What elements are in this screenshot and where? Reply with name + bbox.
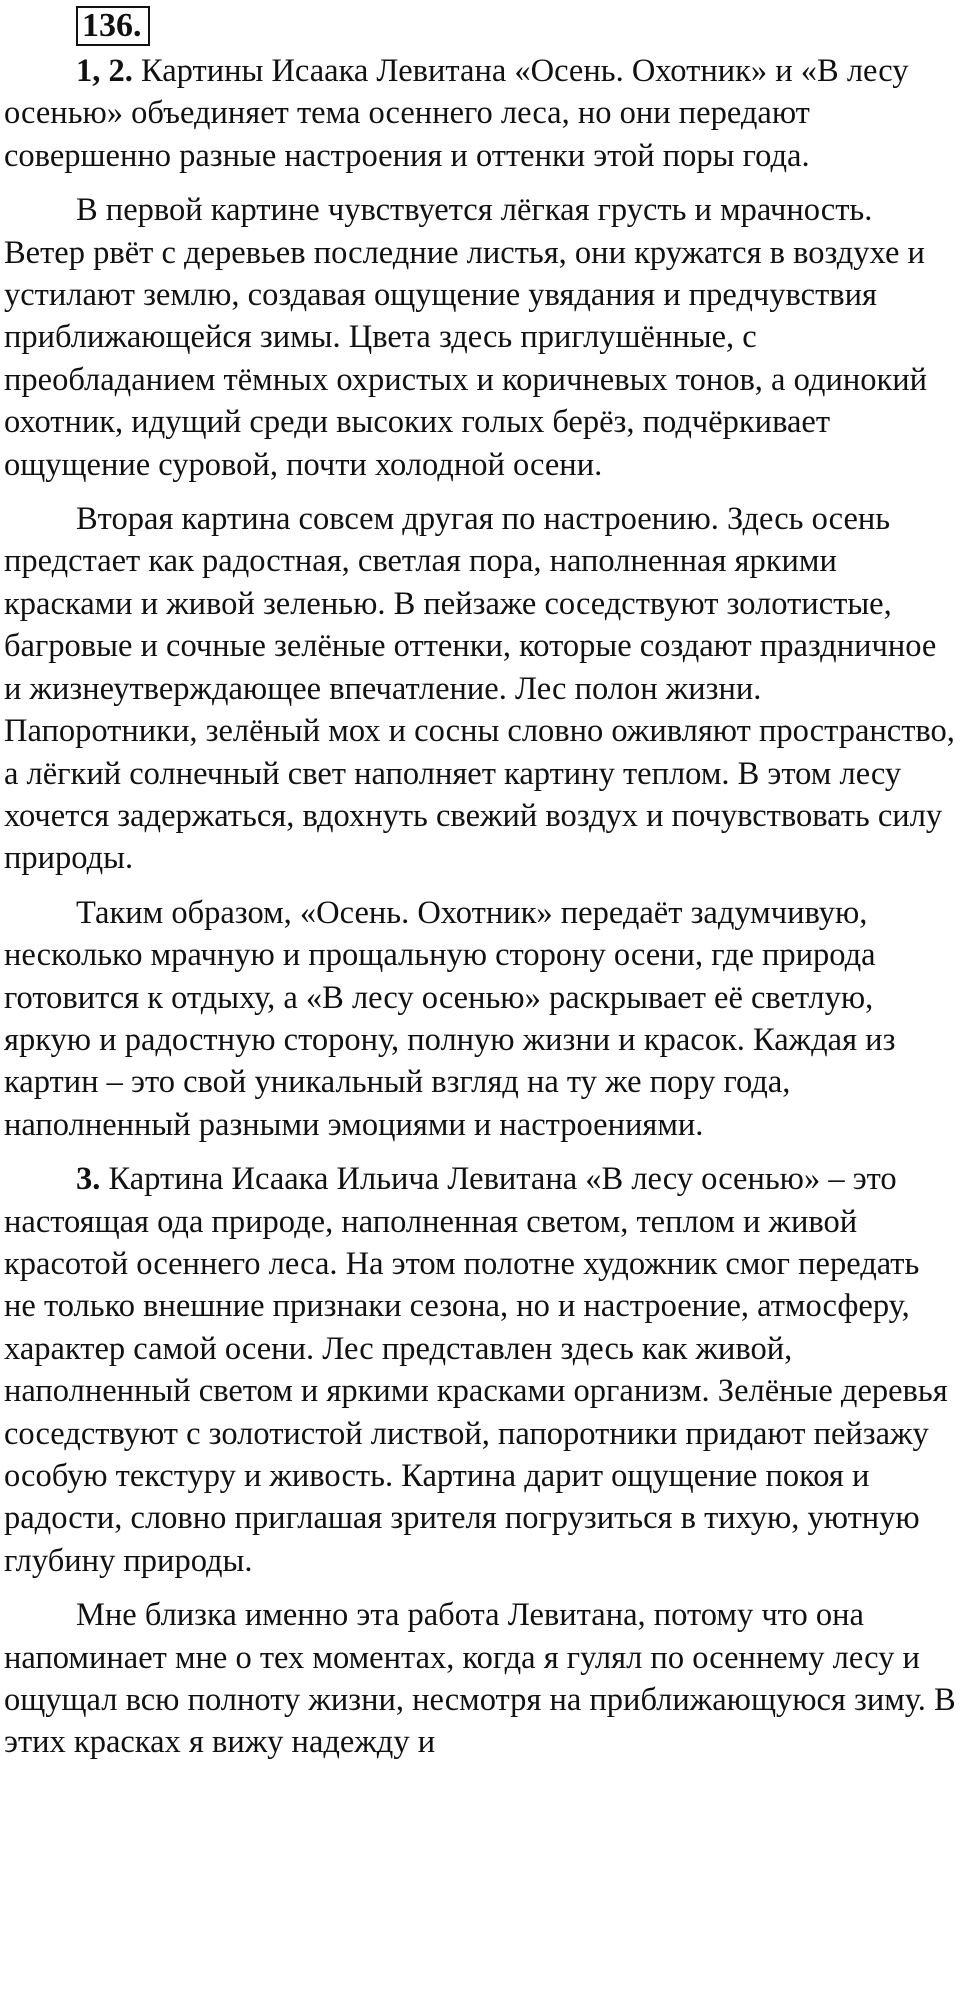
paragraph-4 xyxy=(4,892,959,1146)
paragraph-3 xyxy=(4,498,959,880)
paragraph-5 xyxy=(4,1158,959,1582)
paragraph-5-text: Картина Исаака Ильича Левитана «В лесу осенью» – это настоящая ода природе, наполненная светом, теплом и живой красотой осеннего леса. На этом полотне художник смог передать не только внешние признаки сезона, но и настроение, атмосферу, характер самой осени. Лес представлен здесь как живой, наполненный светом и яркими красками организм. Зелёные деревья соседствуют с золотистой листвой, папоротники придают пейзажу особую текстуру и живость. Картина дарит ощущение покоя и радости, словно приглашая зрителя погрузиться в тихую, уютную глубину природы. xyxy=(4,1161,948,1579)
paragraph-6-text: Мне близка именно эта работа Левитана, потому что она напоминает мне о тех моментах, когда я гулял по осеннему лесу и ощущал всю полноту жизни, несмотря на приближающуюся зиму. В этих красках я вижу надежду и xyxy=(4,1597,956,1761)
paragraph-2 xyxy=(4,189,959,486)
paragraph-6 xyxy=(4,1594,959,1764)
paragraph-3-text: Вторая картина совсем другая по настроению. Здесь осень предстает как радостная, светлая пора, наполненная яркими красками и живой зеленью. В пейзаже соседствуют золотистые, багровые и сочные зелёные оттенки, которые создают праздничное и жизнеутверждающее впечатление. Лес полон жизни. Папоротники, зелёный мох и сосны словно оживляют пространство, а лёгкий солнечный свет наполняет картину теплом. В этом лесу хочется задержаться, вдохнуть свежий воздух и почувствовать силу природы. xyxy=(4,501,955,877)
paragraph-4-text: Таким образом, «Осень. Охотник» передаёт задумчивую, несколько мрачную и прощальную сторону осени, где природа готовится к отдыху, а «В лесу осенью» раскрывает её светлую, яркую и радостную сторону, полную жизни и красок. Каждая из картин – это свой уникальный взгляд на ту же пору года, наполненный разными эмоциями и настроениями. xyxy=(4,894,896,1143)
paragraph-5-lead: 3. xyxy=(76,1161,101,1198)
paragraph-1-text: Картины Исаака Левитана «Осень. Охотник» и «В лесу осенью» объединяет тема осеннего леса, но они передают совершенно разные настроения и оттенки этой поры года. xyxy=(4,53,909,174)
paragraph-1 xyxy=(4,50,959,177)
paragraph-1-lead: 1, 2. xyxy=(76,53,133,89)
paragraph-2-text: В первой картине чувствуется лёгкая грусть и мрачность. Ветер рвёт с деревьев последние листья, они кружатся в воздухе и устилают землю, создавая ощущение увядания и предчувствия приближающейся зимы. Цвета здесь приглушённые, с преобладанием тёмных охристых и коричневых тонов, а одинокий охотник, идущий среди высоких голых берёз, подчёркивает ощущение суровой, почти холодной осени. xyxy=(4,192,928,483)
task-number: 136. xyxy=(76,6,150,46)
